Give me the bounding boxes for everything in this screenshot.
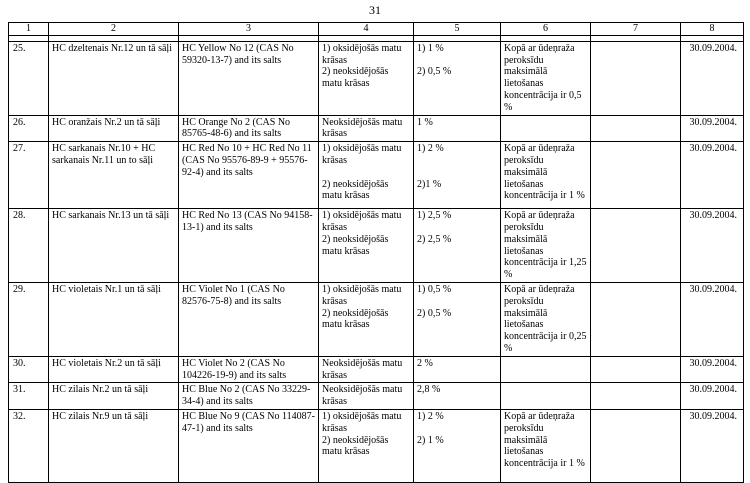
row-number: 29. (9, 282, 49, 356)
product-type: Neoksidējošās matu krāsas (319, 383, 414, 410)
max-concentration (414, 142, 501, 209)
row-number: 25. (9, 41, 49, 115)
note (501, 383, 591, 410)
product-type-1: 1) oksidējošās matu krāsas (322, 143, 402, 166)
concentration-2: 2)1 % (417, 178, 442, 190)
date: 30.09.2004. (681, 115, 744, 142)
note: Kopā ar ūdeņraža peroksīdu maksimālā lietošanas koncentrācija ir 0,5 % (501, 41, 591, 115)
row-number: 28. (9, 209, 49, 283)
table-row (9, 409, 744, 482)
concentration-1: 1) 0,5 % (417, 283, 452, 295)
concentration-2: 2) 0,5 % (417, 66, 452, 78)
inci-name: HC Blue No 9 (CAS No 114087-47-1) and its salts (179, 409, 319, 482)
note (501, 356, 591, 383)
substance-name: HC zilais Nr.2 un tā sāļi (49, 383, 179, 410)
substance-name: HC violetais Nr.2 un tā sāļi (49, 356, 179, 383)
concentration-1: 1) 2 % (417, 410, 444, 422)
regulation-table (8, 22, 744, 483)
max-concentration (414, 282, 501, 356)
note: Kopā ar ūdeņraža peroksīdu maksimālā lietošanas koncentrācija ir 1,25 % (501, 209, 591, 283)
inci-name: HC Violet No 2 (CAS No 104226-19-9) and its salts (179, 356, 319, 383)
note: Kopā ar ūdeņraža peroksīdu maksimālā lietošanas koncentrācija ir 0,25 % (501, 282, 591, 356)
page-number: 31 (369, 3, 381, 17)
max-concentration (414, 409, 501, 482)
max-concentration (414, 209, 501, 283)
header-cell: 3 (179, 23, 319, 36)
product-type (319, 41, 414, 115)
max-concentration: 1 % (414, 115, 501, 142)
header-cell: 2 (49, 23, 179, 36)
inci-name: HC Blue No 2 (CAS No 33229-34-4) and its salts (179, 383, 319, 410)
col7 (591, 115, 681, 142)
table-row (9, 115, 744, 142)
date: 30.09.2004. (681, 409, 744, 482)
product-type-1: 1) oksidējošās matu krāsas (322, 283, 402, 307)
inci-name: HC Orange No 2 (CAS No 85765-48-6) and its salts (179, 115, 319, 142)
col7 (591, 409, 681, 482)
inci-name: HC Red No 10 + HC Red No 11 (CAS No 95576-89-9 + 95576-92-4) and its salts (179, 142, 319, 209)
table-row (9, 282, 744, 356)
product-type-2: 2) neoksidējošās matu krāsas (322, 307, 389, 331)
col7 (591, 142, 681, 209)
product-type-1: 1) oksidējošās matu krāsas (322, 410, 402, 434)
max-concentration: 2,8 % (414, 383, 501, 410)
product-type (319, 282, 414, 356)
product-type-1: 1) oksidējošās matu krāsas (322, 42, 402, 66)
table-row (9, 209, 744, 283)
date: 30.09.2004. (681, 356, 744, 383)
substance-name: HC violetais Nr.1 un tā sāļi (49, 282, 179, 356)
col7 (591, 356, 681, 383)
note (501, 115, 591, 142)
product-type (319, 142, 414, 209)
substance-name: HC zilais Nr.9 un tā sāļi (49, 409, 179, 482)
header-row (9, 23, 744, 36)
concentration-1: 1) 1 % (417, 42, 444, 54)
col7 (591, 41, 681, 115)
substance-name: HC sarkanais Nr.13 un tā sāļi (49, 209, 179, 283)
header-cell: 4 (319, 23, 414, 36)
product-type-2: 2) neoksidējošās matu krāsas (322, 178, 389, 202)
date: 30.09.2004. (681, 41, 744, 115)
header-cell: 5 (414, 23, 501, 36)
product-type (319, 409, 414, 482)
date: 30.09.2004. (681, 282, 744, 356)
concentration-2: 2) 2,5 % (417, 233, 452, 245)
product-type (319, 209, 414, 283)
date: 30.09.2004. (681, 383, 744, 410)
inci-name: HC Yellow No 12 (CAS No 59320-13-7) and its salts (179, 41, 319, 115)
row-number: 26. (9, 115, 49, 142)
note: Kopā ar ūdeņraža peroksīdu maksimālā lietošanas koncentrācija ir 1 % (501, 142, 591, 209)
product-type: Neoksidējošās matu krāsas (319, 356, 414, 383)
table-row (9, 383, 744, 410)
row-number: 30. (9, 356, 49, 383)
max-concentration: 2 % (414, 356, 501, 383)
col7 (591, 282, 681, 356)
product-type-2: 2) neoksidējošās matu krāsas (322, 66, 389, 90)
date: 30.09.2004. (681, 142, 744, 209)
col7 (591, 209, 681, 283)
concentration-2: 2) 1 % (417, 434, 444, 446)
header-cell: 8 (681, 23, 744, 36)
inci-name: HC Red No 13 (CAS No 94158-13-1) and its salts (179, 209, 319, 283)
header-cell: 7 (591, 23, 681, 36)
col7 (591, 383, 681, 410)
substance-name: HC sarkanais Nr.10 + HC sarkanais Nr.11 un to sāļi (49, 142, 179, 209)
table-row (9, 356, 744, 383)
header-cell: 1 (9, 23, 49, 36)
inci-name: HC Violet No 1 (CAS No 82576-75-8) and its salts (179, 282, 319, 356)
header-cell: 6 (501, 23, 591, 36)
substance-name: HC oranžais Nr.2 un tā sāļi (49, 115, 179, 142)
substance-name: HC dzeltenais Nr.12 un tā sāļi (49, 41, 179, 115)
table-row (9, 41, 744, 115)
row-number: 32. (9, 409, 49, 482)
date: 30.09.2004. (681, 209, 744, 283)
note: Kopā ar ūdeņraža peroksīdu maksimālā lietošanas koncentrācija ir 1 % (501, 409, 591, 482)
product-type-1: 1) oksidējošās matu krāsas (322, 210, 402, 233)
concentration-1: 1) 2,5 % (417, 210, 452, 222)
row-number: 27. (9, 142, 49, 209)
row-number: 31. (9, 383, 49, 410)
table-row (9, 142, 744, 209)
product-type-2: 2) neoksidējošās matu krāsas (322, 434, 389, 458)
concentration-1: 1) 2 % (417, 143, 444, 155)
concentration-2: 2) 0,5 % (417, 307, 452, 319)
product-type-2: 2) neoksidējošās matu krāsas (322, 233, 389, 257)
max-concentration (414, 41, 501, 115)
product-type: Neoksidējošās matu krāsas (319, 115, 414, 142)
